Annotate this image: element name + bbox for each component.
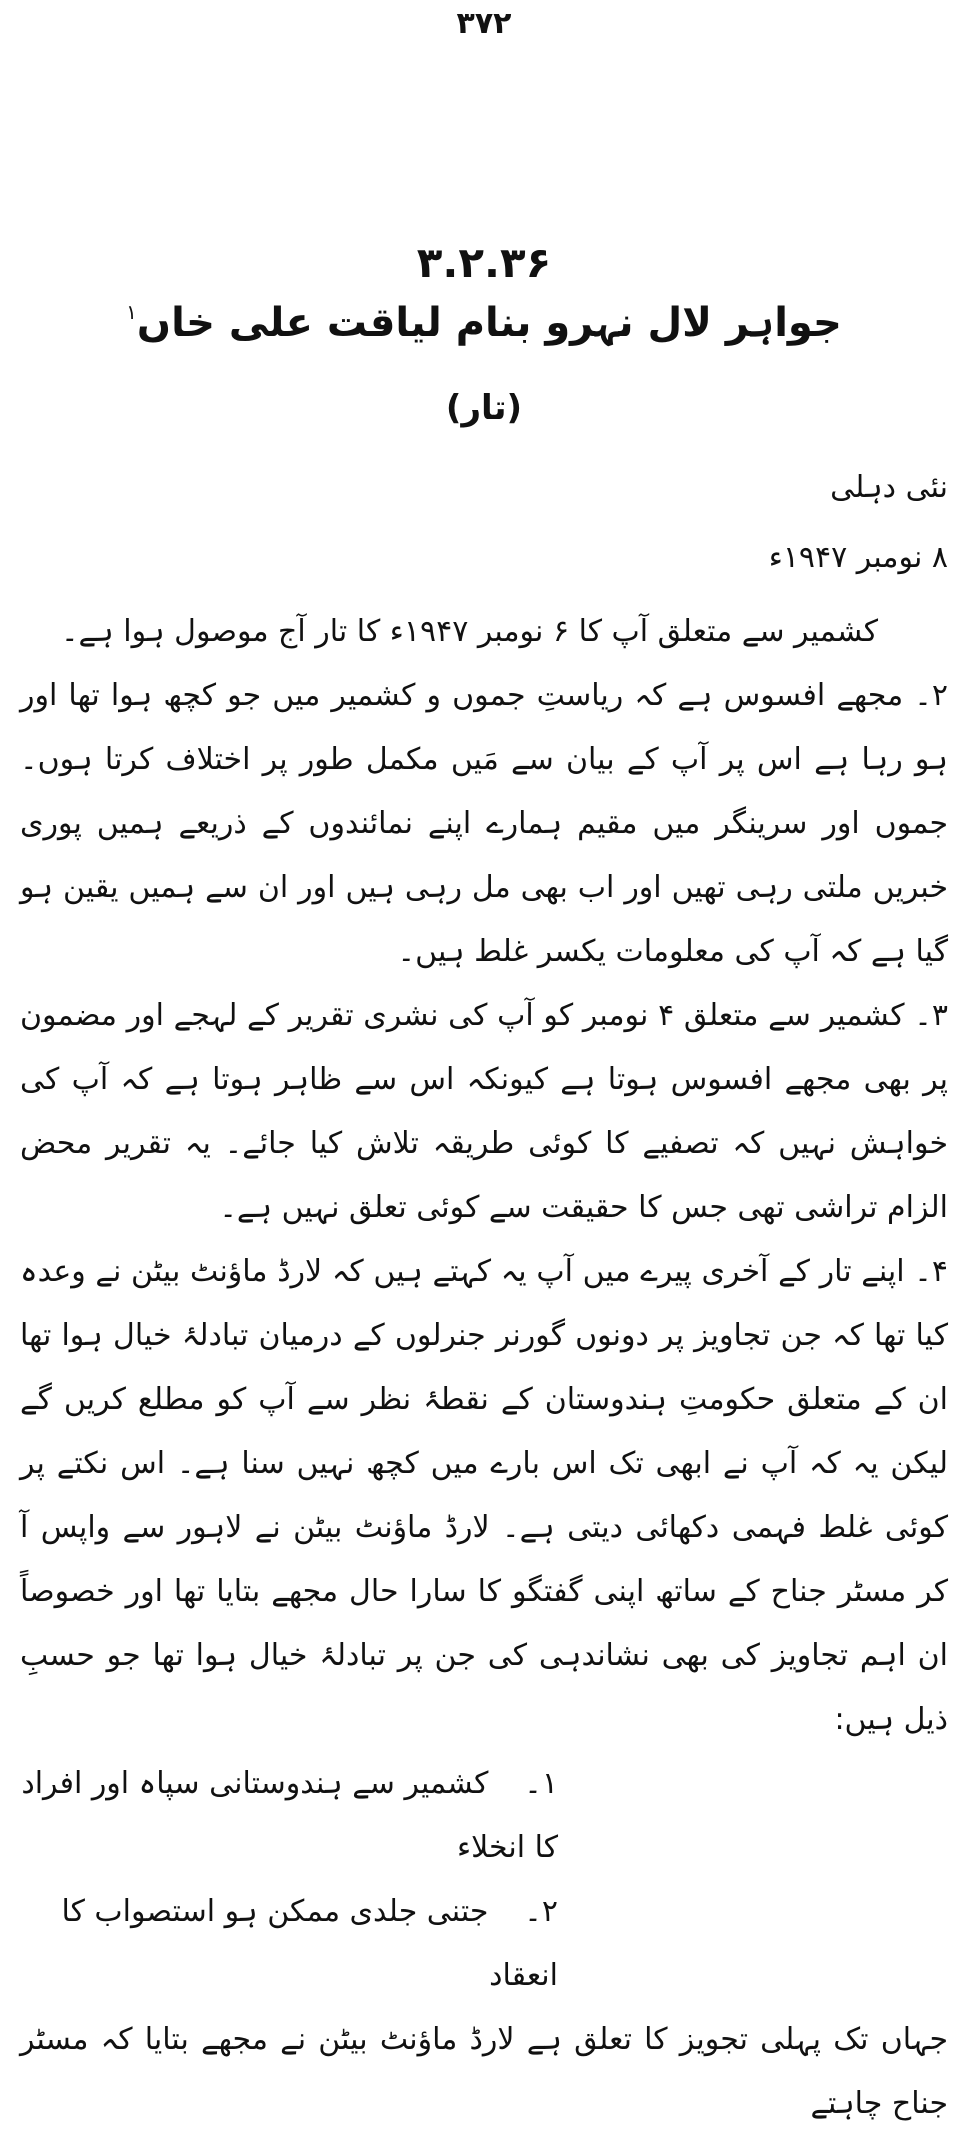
list-item-number: ۲۔ [524, 1894, 558, 1929]
footnote-mark: ۱ [126, 300, 137, 324]
paragraph-1: کشمیر سے متعلق آپ کا ۶ نومبر ۱۹۴۷ء کا تار آج موصول ہوا ہے۔ [60, 614, 878, 649]
paragraph-4: ۴۔ اپنے تار کے آخری پیرے میں آپ یہ کہتے ہیں کہ لارڈ ماؤنٹ بیٹن نے وعدہ کیا تھا کہ جن تجاویز پر دونوں گورنر جنرلوں کے درمیان تبادلۂ خیال ہوا تھا ان کے متعلق حکومتِ ہندوستان کے نقطۂ نظر سے آپ کو مطلع کریں گے لیکن یہ کہ آپ نے ابھی تک اس بارے میں کچھ نہیں سنا ہے۔ اس نکتے پر کوئی غلط فہمی دکھائی دیتی ہے۔ لارڈ ماؤنٹ بیٹن نے لاہور سے واپس آ کر مسٹر جناح کے ساتھ اپنی گفتگو کا سارا حال مجھے بتایا تھا اور خصوصاً ان اہم تجاویز کی بھی نشاندہی کی جن پر تبادلۂ خیال ہوا تھا جو حسبِ ذیل ہیں: [20, 1254, 948, 1737]
list-item [20, 1752, 948, 1880]
document-title [0, 300, 968, 346]
date-line: ۸ نومبر ۱۹۴۷ء [768, 540, 948, 575]
document-type: (تار) [445, 388, 523, 428]
list-item-number: ۱۔ [524, 1766, 558, 1801]
list-item [20, 1880, 948, 2008]
paragraph-3: ۳۔ کشمیر سے متعلق ۴ نومبر کو آپ کی نشری تقریر کے لہجے اور مضمون پر بھی مجھے افسوس ہوتا ہے کیونکہ اس سے ظاہر ہوتا ہے کہ آپ کی خواہش نہیں کہ تصفیے کا کوئی طریقہ تلاش کیا جائے۔ یہ تقریر محض الزام تراشی تھی جس کا حقیقت سے کوئی تعلق نہیں ہے۔ [20, 998, 948, 1225]
document-title-text: جواہر لال نہرو بنام لیاقت علی خاں [136, 300, 842, 346]
list-item-text: جتنی جلدی ممکن ہو استصواب کا انعقاد [61, 1894, 558, 1993]
document-number: ۳.۲.۳۶ [416, 238, 552, 287]
place-line: نئی دہلی [830, 470, 948, 505]
letter-body [20, 600, 948, 2136]
page-number: ۳۷۲ [456, 6, 512, 41]
proposals-list [20, 1752, 948, 2008]
paragraph-2: ۲۔ مجھے افسوس ہے کہ ریاستِ جموں و کشمیر میں جو کچھ ہوا تھا اور ہو رہا ہے اس پر آپ کے بیان سے مَیں مکمل طور پر اختلاف کرتا ہوں۔ جموں اور سرینگر میں مقیم ہمارے اپنے نمائندوں کے ذریعے ہمیں پوری خبریں ملتی رہی تھیں اور اب بھی مل رہی ہیں اور ان سے ہمیں یقین ہو گیا ہے کہ آپ کی معلومات یکسر غلط ہیں۔ [20, 678, 948, 969]
list-item-text: کشمیر سے ہندوستانی سپاہ اور افراد کا انخلاء [21, 1766, 558, 1865]
closing-paragraph: جہاں تک پہلی تجویز کا تعلق ہے لارڈ ماؤنٹ بیٹن نے مجھے بتایا کہ مسٹر جناح چاہتے [20, 2022, 948, 2121]
